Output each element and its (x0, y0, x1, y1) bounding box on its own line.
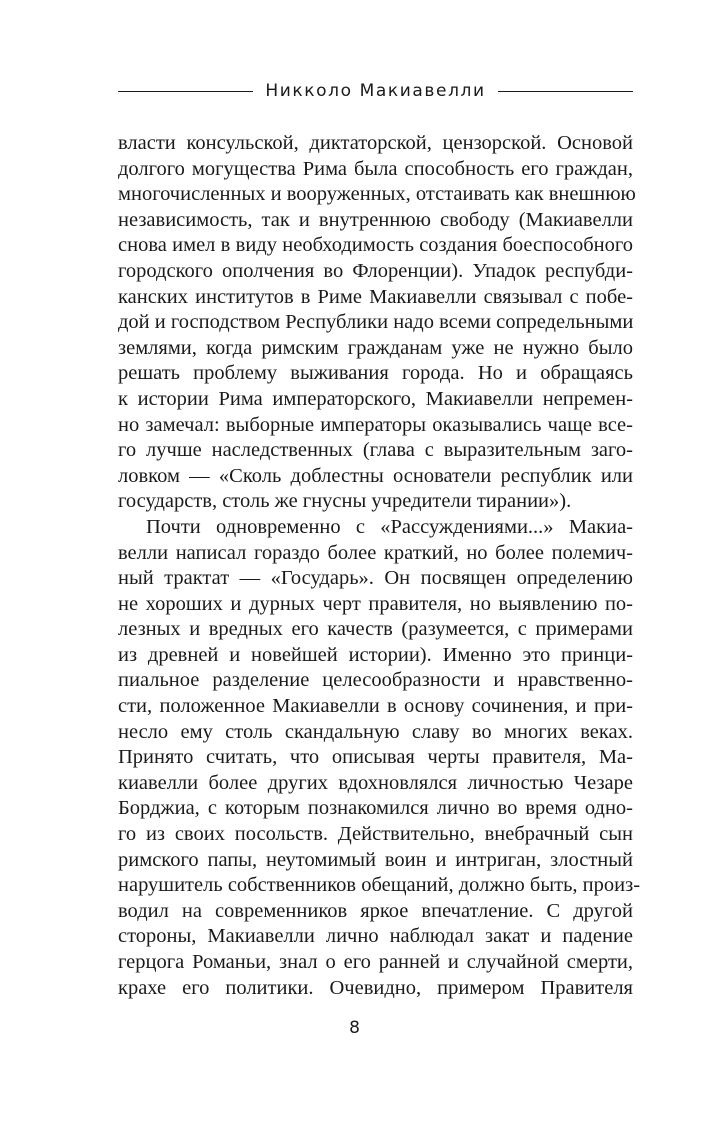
text-line: дой и господством Республики надо всеми сопредельными (118, 311, 634, 334)
text-line: нарушитель собственников обещаний, должно быть, произ- (118, 874, 641, 897)
text-line: го из своих посольств. Действительно, внебрачный сын (118, 823, 633, 846)
text-line: снова имел в виду необходимость создания боеспособного (118, 234, 633, 257)
text-line: не хороших и дурных черт правителя, но выявлению по- (118, 592, 633, 615)
text-line: власти консульской, диктаторской, цензорской. Основой (118, 132, 633, 154)
text-line: несло ему столь скандальную славу во многих веках. (118, 720, 633, 743)
body-text (118, 131, 641, 1001)
text-line: го лучше наследственных (глава с выразительным заго- (118, 439, 633, 462)
running-title: Никколо Макиавелли (265, 81, 486, 101)
text-line: ловком — «Сколь доблестны основатели республик или (118, 464, 633, 487)
paragraph-2 (118, 515, 641, 1001)
header-rule-right (498, 91, 633, 92)
text-line: государств, столь же гнусны учредители тирании»). (118, 490, 572, 513)
text-line: герцога Романьи, знал о его ранней и случайной смерти, (118, 951, 633, 973)
text-line: из древней и новейшей истории). Именно это принци- (118, 643, 633, 666)
text-line: долгого могущества Рима была способность его граждан, (118, 157, 633, 180)
header-rule-left (118, 91, 253, 92)
text-line: городского ополчения во Флоренции). Упадок респубди- (118, 259, 633, 282)
text-line: Почти одновременно с «Рассуждениями...» Макиа- (146, 515, 633, 538)
text-line: велли написал гораздо более краткий, но более полемич- (118, 541, 633, 564)
text-line: многочисленных и вооруженных, отстаивать как внешнюю (118, 183, 636, 206)
text-line: к истории Рима императорского, Макиавелли непремен- (118, 387, 633, 410)
text-line: лезных и вредных его качеств (разумеется, с примерами (118, 618, 633, 641)
text-line: Принято считать, что описывая черты правителя, Ма- (118, 746, 633, 769)
text-line: стороны, Макиавелли лично наблюдал закат и падение (118, 925, 633, 948)
paragraph-1 (118, 131, 636, 515)
text-line: землями, когда римским гражданам уже не нужно было (118, 336, 633, 359)
text-line: независимость, так и внутреннюю свободу (Макиавелли (118, 208, 633, 231)
text-line: пиальное разделение целесообразности и нравственно- (118, 669, 633, 692)
running-head (118, 76, 633, 106)
text-line: Борджиа, с которым познакомился лично во время одно- (118, 797, 633, 820)
page-number: 8 (349, 1018, 360, 1038)
text-line: но замечал: выборные императоры оказывались чаще все- (118, 413, 633, 436)
text-line: сти, положенное Макиавелли в основу сочинения, и при- (118, 695, 633, 718)
text-line: решать проблему выживания города. Но и обращаясь (118, 362, 633, 385)
text-line: ный трактат — «Государь». Он посвящен определению (118, 567, 633, 590)
text-line: крахе его политики. Очевидно, примером Правителя (118, 976, 633, 999)
text-line: римского папы, неутомимый воин и интриган, злостный (118, 848, 633, 871)
text-line: водил на современников яркое впечатление. С другой (118, 899, 633, 922)
text-line: киавелли более других вдохновлялся личностью Чезаре (118, 771, 633, 794)
text-line: канских институтов в Риме Макиавелли связывал с побе- (118, 285, 633, 308)
